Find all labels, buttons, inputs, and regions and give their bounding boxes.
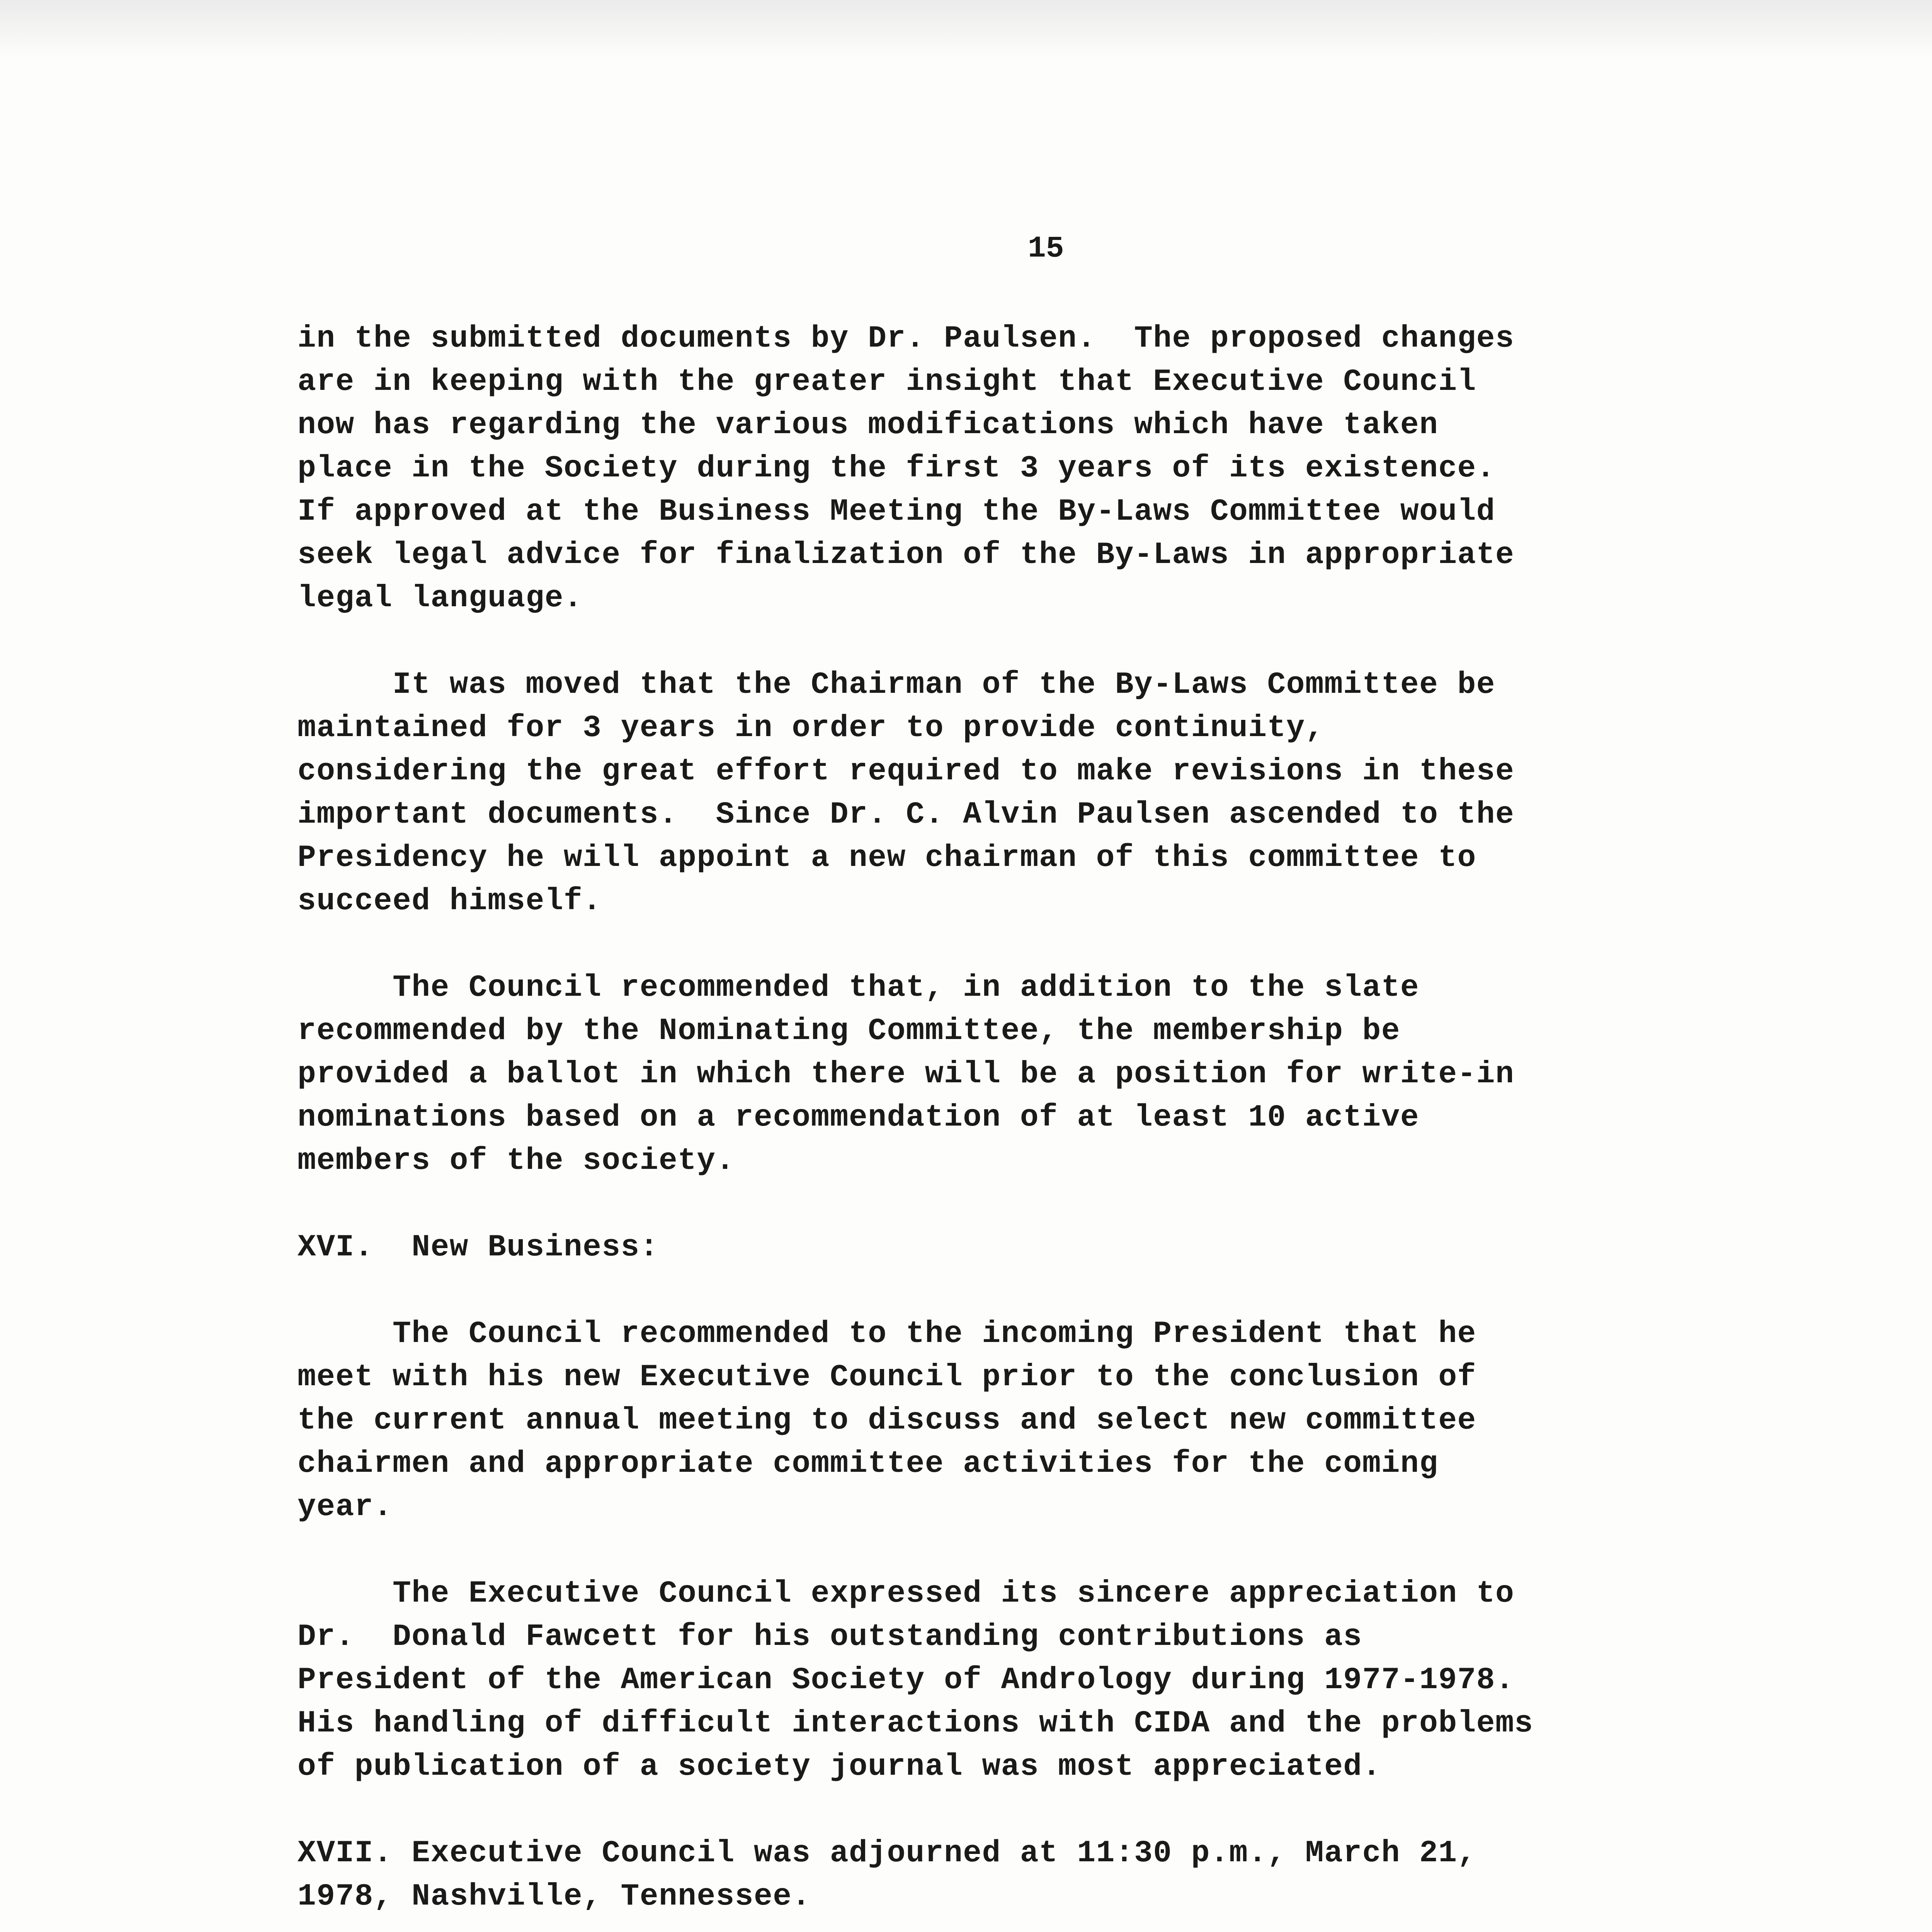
section-heading: XVI. New Business:	[298, 1230, 659, 1265]
text-line: If approved at the Business Meeting the By-Laws Committee would	[298, 494, 1496, 529]
text-line: The Executive Council expressed its sincere appreciation to	[298, 1576, 1515, 1611]
text-line: succeed himself.	[298, 884, 602, 918]
text-line: It was moved that the Chairman of the By-Laws Committee be	[298, 667, 1496, 702]
text-line: seek legal advice for finalization of the By-Laws in appropriate	[298, 537, 1515, 572]
page-number: 15	[1028, 232, 1064, 266]
paragraph-gap	[298, 1788, 1797, 1832]
text-line: His handling of difficult interactions with CIDA and the problems	[298, 1706, 1534, 1741]
text-line: place in the Society during the first 3 years of its existence.	[298, 451, 1496, 486]
paragraph-gap	[298, 620, 1797, 663]
text-line: meet with his new Executive Council prior to the conclusion of	[298, 1360, 1476, 1395]
paragraph-appreciation	[298, 1572, 1797, 1788]
text-line: members of the society.	[298, 1143, 735, 1178]
text-line: The Council recommended to the incoming President that he	[298, 1316, 1476, 1351]
text-line: the current annual meeting to discuss and select new committee	[298, 1403, 1476, 1438]
paragraph-bylaws-changes	[298, 317, 1797, 620]
paragraph-gap	[298, 1529, 1797, 1572]
scan-shadow-top	[0, 0, 1932, 58]
paragraph-ballot	[298, 966, 1797, 1182]
text-line: legal language.	[298, 581, 583, 616]
section-heading-new-business	[298, 1226, 1797, 1269]
text-line: Presidency he will appoint a new chairman of this committee to	[298, 840, 1476, 875]
text-line: year.	[298, 1490, 393, 1524]
text-line: of publication of a society journal was most appreciated.	[298, 1749, 1381, 1784]
text-line: recommended by the Nominating Committee, the membership be	[298, 1014, 1401, 1048]
text-line: in the submitted documents by Dr. Paulsen. The proposed changes	[298, 321, 1515, 356]
text-line: are in keeping with the greater insight that Executive Council	[298, 364, 1476, 399]
text-line: nominations based on a recommendation of at least 10 active	[298, 1100, 1420, 1135]
text-line: now has regarding the various modifications which have taken	[298, 408, 1439, 442]
text-line: 1978, Nashville, Tennessee.	[298, 1879, 811, 1914]
paragraph-gap	[298, 923, 1797, 966]
text-line: chairmen and appropriate committee activities for the coming	[298, 1446, 1439, 1481]
section-adjournment	[298, 1832, 1797, 1918]
paragraph-gap	[298, 1269, 1797, 1312]
text-line: considering the great effort required to make revisions in these	[298, 754, 1515, 789]
paragraph-gap	[298, 1182, 1797, 1226]
text-line: The Council recommended that, in addition to the slate	[298, 970, 1420, 1005]
body-text	[298, 317, 1797, 1918]
text-line: provided a ballot in which there will be a position for write-in	[298, 1057, 1515, 1092]
text-line: Dr. Donald Fawcett for his outstanding contributions as	[298, 1619, 1362, 1654]
text-line: XVII. Executive Council was adjourned at 11:30 p.m., March 21,	[298, 1836, 1476, 1871]
paragraph-incoming-president	[298, 1312, 1797, 1529]
text-line: maintained for 3 years in order to provide continuity,	[298, 711, 1325, 745]
paragraph-bylaws-chairman	[298, 663, 1797, 923]
text-line: President of the American Society of Andrology during 1977-1978.	[298, 1663, 1515, 1697]
text-line: important documents. Since Dr. C. Alvin Paulsen ascended to the	[298, 797, 1515, 832]
